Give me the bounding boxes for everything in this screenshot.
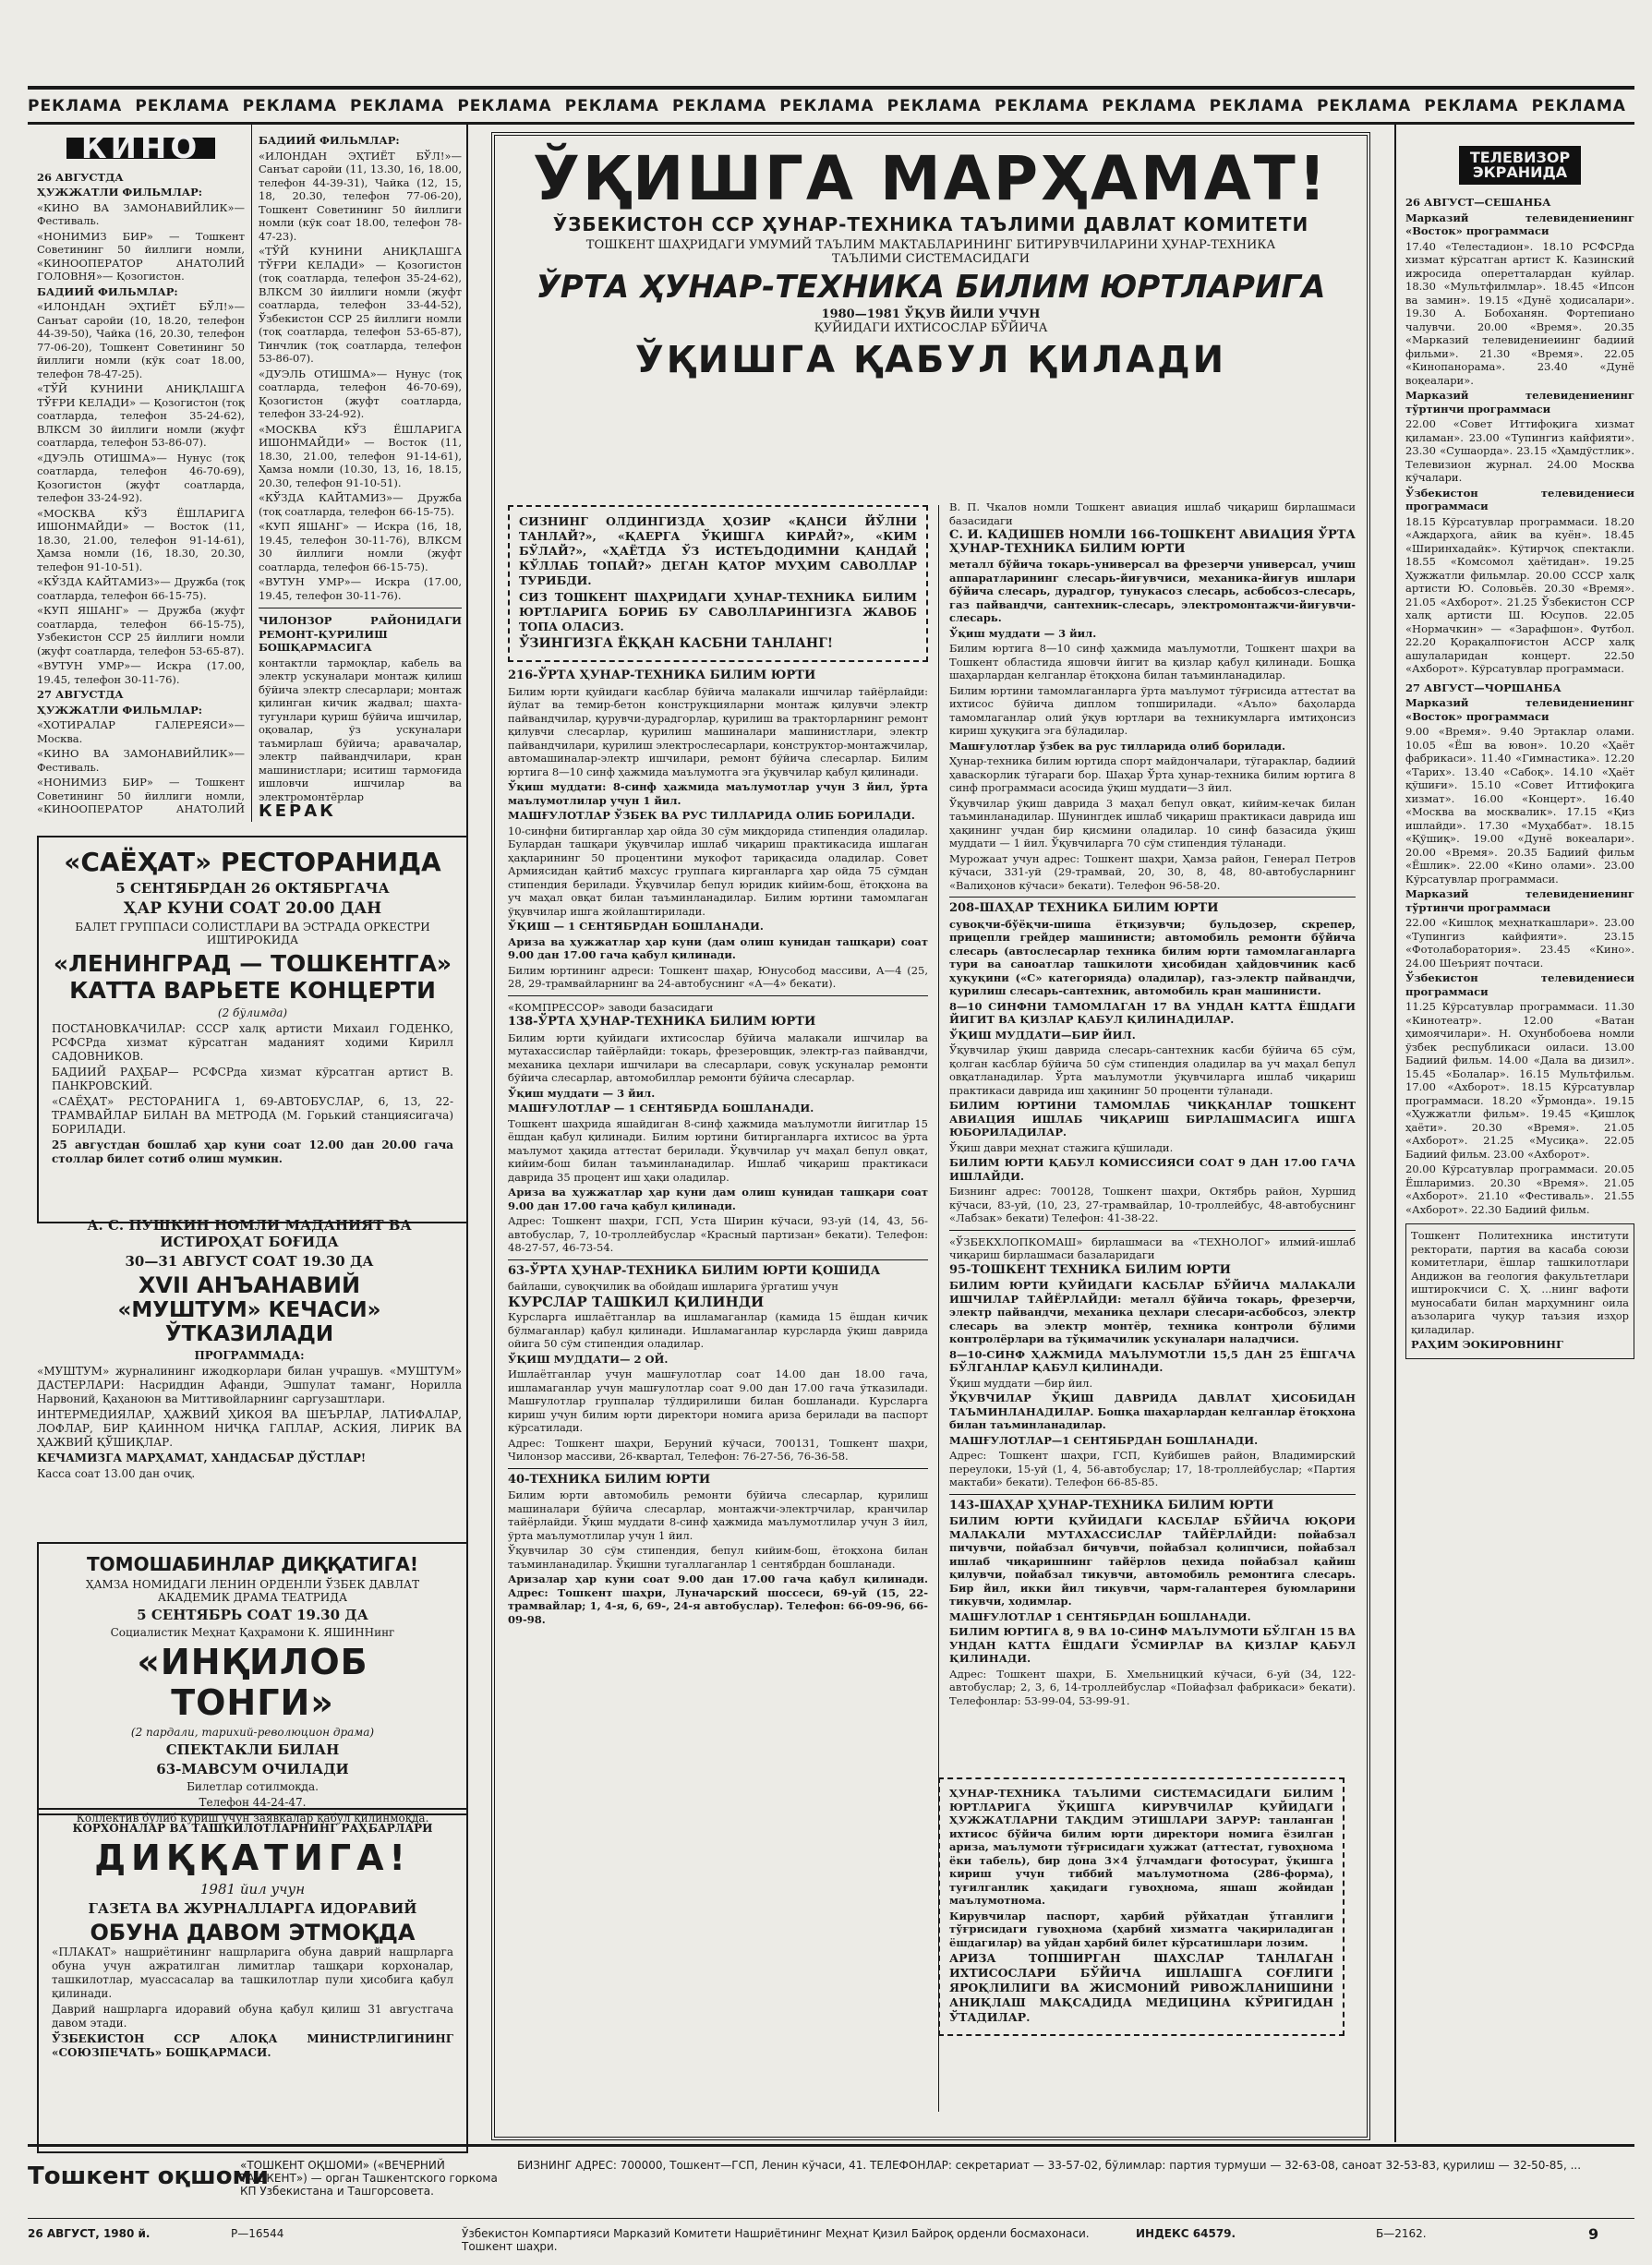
school-body: байлаши, сувоқчилик ва обойдаш ишларига ўргатиш учун	[508, 1280, 838, 1293]
school-body: Бизнинг адрес: 700128, Тошкент шаҳри, Октябрь район, Хуршид кўчаси, 83-уй, (10, 23, 27-трамвайлар, 10-троллейбус, 48-автобуснинг «Лабзак» бекати) Телефон: 41-38-22.	[949, 1185, 1356, 1224]
school-body: Ҳунар-техника билим юртида спорт майдончалари, тўгараклар, бадиий ҳаваскорлик тўгараги бор. Шаҳар Ўрта ҳунар-техника билим юртига 8 синф программаси асосида ўқиш муддати—3 йил.	[949, 754, 1356, 794]
pushkin-line: ПРОГРАММАДА:	[194, 1349, 305, 1362]
school-body: ЎҚИШ МУДДАТИ— 2 ОЙ.	[508, 1352, 669, 1366]
pushkin-title: «МУШТУМ» КЕЧАСИ» ЎТКАЗИЛАДИ	[117, 1298, 381, 1346]
tomosha-line: ҲАМЗА НОМИДАГИ ЛЕНИН ОРДЕНЛИ ЎЗБЕК ДАВЛАТ АКАДЕМИК ДРАМА ТЕАТРИДА	[85, 1578, 420, 1604]
school-body: Адрес: Тошкент шаҳри, Беруний кўчаси, 700131, Тошкент шаҳри, Чилонзор массиви, 26-квартал, Телефон: 76-27-56, 76-36-58.	[508, 1436, 928, 1463]
pushkin-line: 30—31 АВГУСТ СОАТ 19.30 ДА	[125, 1253, 374, 1270]
kerak-heading: КЕРАК	[259, 801, 336, 817]
tv-logo-line: ТЕЛЕВИЗОР	[1469, 149, 1571, 166]
school-body: Адрес: Тошкент шаҳри, Б. Хмельницкий кўчаси, 6-уй (34, 122-автобуслар; 2, 3, 6, 14-троллейбуслар «Пойафзал фабрикаси» бекати). Телефонлар: 53-99-04, 53-99-91.	[949, 1667, 1356, 1707]
sayohat-credits: ПОСТАНОВКАЧИЛАР: СССР халқ артисти Михаил ГОДЕНКО, РСФСРда хизмат кўрсатган маданият ходими Кирилл САДОВНИКОВ.	[52, 1022, 453, 1063]
kino-listing: «МОСКВА КЎЗ ЁШЛАРИГА ИШОНМАЙДИ» — Восток (11, 18.30, 21.00, телефон 91-14-61), Ҳамза номли (10.30, 13, 16, 18.15, 20.30, телефон 91-10-51).	[259, 422, 462, 489]
reklama-label: РЕКЛАМА	[1531, 97, 1626, 115]
school-big: КУРСЛАР ТАШКИЛ ҚИЛИНДИ	[508, 1293, 765, 1310]
school-body: Билим юрти қуйидаги ихтисослар бўйича малакали ишчилар ва мутахассислар тайёрлайди: токарь, фрезеровщик, электр-газ пайвандчи, механика цехлари ишчилари ва слесарлари, совуқ ускуналар ремонти бўйича слесарлар, автомобиллар ремонти бўйича слесарлар.	[508, 1030, 928, 1084]
footer-code: Б—2162.	[1376, 2227, 1427, 2240]
school-body: Тошкент шаҳрида яшайдиган 8-синф ҳажмида маълумотли йигитлар 15 ёшдан қабул қилинади. Билим юртини битирганларга ихтисос ва ўрта маълумот ҳақида аттестат берилади. Ўқувчилар уч маҳал бепул овқат, кийим-бош билан таъминланадилар. Ишлаб чиқариш практикаси даврида 35 процент иш ҳақи оладилар.	[508, 1116, 928, 1184]
footer-index: ИНДЕКС 64579.	[1136, 2227, 1236, 2240]
footer-code: Р—16544	[231, 2227, 284, 2240]
tomosha-show-title: «ИНҚИЛОБ ТОНГИ»	[137, 1642, 368, 1723]
center-intro: СИЗ ТОШКЕНТ ШАҲРИДАГИ ҲУНАР-ТЕХНИКА БИЛИМ ЮРТЛАРИГА БОРИБ БУ САВОЛЛАРИНГИЗГА ЖАВОБ ТОПА ОЛАСИЗ.	[519, 590, 917, 633]
tv-program-heading: Марказий телевидениенинг «Восток» программаси	[1405, 696, 1634, 723]
kino-listing: «ДУЭЛЬ ОТИШМА»— Нунус (тоқ соатларда, телефон 46-70-69), Қозогистон (жуфт соатларда, телефон 33-24-92).	[259, 367, 462, 420]
obituary-box	[1405, 1223, 1634, 1359]
school-title: 63-ЎРТА ҲУНАР-ТЕХНИКА БИЛИМ ЮРТИ ҚОШИДА	[508, 1263, 881, 1278]
school-body: 10-синфни битирганлар ҳар ойда 30 сўм миқдорида стипендия оладилар. Булардан ташқари ўқувчилар ишлаб чиқариш практикасида ишлаган ҳақларининг 50 процентини мукофот тариқасида оладилар. Совет Армиясидан қайтиб махсус группага кирганларга ҳар ойда 75 сўмдан стипендия берилади. Ўқувчилар бепул юридик кийим-бош, ётоқхона ва уч маҳал овқат билан таъминланадилар. Билим юртини тамомлаган ўқувчилар ишга жойлаштирилади.	[508, 824, 928, 918]
kino-listing: «ТЎЙ КУНИНИ АНИҚЛАШГА ТЎҒРИ КЕЛАДИ» — Қозогистон (тоқ соатларда, телефон 35-24-62), ВЛКСМ 30 йиллиги номли (жуфт соатларда, телефон 53-86-07).	[37, 382, 245, 449]
sayohat-credits: 25 августдан бошлаб ҳар куни соат 12.00 дан 20.00 гача столлар билет сотиб олиш мумкин.	[52, 1139, 453, 1165]
footer-printer: Ўзбекистон Компартияси Марказий Комитети Нашриётининг Меҳнат Қизил Байроқ орденли босмахонаси. Тошкент шаҳри.	[462, 2227, 1090, 2253]
kino-listing: «ТЎЙ КУНИНИ АНИҚЛАШГА ТЎҒРИ КЕЛАДИ» — Қозогистон (тоқ соатларда, телефон 35-24-62), ВЛКСМ 30 йиллиги номли (жуфт соатларда, телефон 33-44-52), Ўзбекистон ССР 25 йиллиги номли (тоқ соатларда, телефон 53-65-87), Тинчлик (тоқ соатларда, телефон 53-86-07).	[259, 245, 462, 365]
diqqat-line: ГАЗЕТА ВА ЖУРНАЛЛАРГА ИДОРАВИЙ	[88, 1900, 417, 1917]
school-body: МАШҒУЛОТЛАР—1 СЕНТЯБРДАН БОШЛАНАДИ.	[949, 1433, 1259, 1447]
center-intro-box	[508, 505, 928, 662]
school-body: Ўқиш муддати —бир йил.	[949, 1376, 1093, 1390]
kino-listing: «ИЛОНДАН ЭҲТИЁТ БЎЛ!»—Санъат саройи (10, 18.20, телефон 44-39-50), Чайка (16, 20.30, телефон 77-06-20), Тошкент Советининг 50 йиллиги номли (кўк соат 18.00, телефон 78-47-25).	[37, 300, 245, 380]
school-title: 208-ШАҲАР ТЕХНИКА БИЛИМ ЮРТИ	[949, 901, 1219, 915]
school-body: Билим юртини тамомлаганларга ўрта маълумот тўғрисида аттестат ва ихтисос бўйича диплом топширилади. «Аъло» баҳоларда тамомлаганлар олий ўқув юртлари ва техникумларга имтиҳонсиз кириш ҳуқуқига эга бўладилар.	[949, 683, 1356, 737]
col-divider-2	[1394, 125, 1396, 2142]
reklama-label: РЕКЛАМА	[1424, 97, 1519, 115]
footer-logo: Тошкент оқшоми	[28, 2163, 270, 2190]
kino-logo: КИНО	[66, 138, 216, 159]
kino-date-1: 26 АВГУСТДА	[37, 170, 124, 184]
footer-inner-rule	[28, 2218, 1634, 2219]
reklama-label: РЕКЛАМА	[242, 97, 337, 115]
footer-masthead: «ТОШКЕНТ ОҚШОМИ» («ВЕЧЕРНИЙ ТАШКЕНТ») — орган Ташкентского горкома КП Узбекистана и Ташгорсовета.	[240, 2159, 498, 2198]
center-right-col	[949, 500, 1356, 1709]
school-title: 138-ЎРТА ҲУНАР-ТЕХНИКА БИЛИМ ЮРТИ	[508, 1015, 816, 1029]
tv-logo	[1459, 146, 1581, 185]
tomosha-line: (2 пардали, тарихий-революцион драма)	[130, 1726, 375, 1739]
reklama-label: РЕКЛАМА	[671, 97, 767, 115]
tomosha-ad	[37, 1542, 468, 1825]
obituary-title: РАҲИМ ЭОКИРОВНИНГ	[1411, 1338, 1563, 1351]
tv-program-heading: Марказий телевидениенинг «Восток» программаси	[1405, 211, 1634, 237]
school-body: БИЛИМ ЮРТИГА 8, 9 ВА 10-СИНФ МАЪЛУМОТИ БЎЛГАН 15 ВА УНДАН КАТТА ЁШДАГИ ЎСМИРЛАР ВА ҚИЗЛАР ҚАБУЛ ҚИЛИНАДИ.	[949, 1625, 1356, 1665]
sayohat-line: (2 бўлимда)	[217, 1006, 288, 1019]
tv-day: 27 АВГУСТ—ЧОРШАНБА	[1405, 681, 1562, 694]
school-body: Билим юртининг адреси: Тошкент шаҳар, Юнусобод массиви, А—4 (25, 28, 29-трамвайларнинг ва 24-автобуснинг «А—4» бекати).	[508, 963, 928, 990]
school-title: 95-ТОШКЕНТ ТЕХНИКА БИЛИМ ЮРТИ	[949, 1262, 1231, 1277]
school-body: БИЛИМ ЮРТИ ҚУЙИДАГИ КАСБЛАР БЎЙИЧА ЮҚОРИ МАЛАКАЛИ МУТАХАССИСЛАР ТАЙЁРЛАЙДИ: пойабзал пичувчи, пойабзал бичувчи, пойабзал қолипчиси, пойабзал ишлаб чиқаришнинг тайёрлов цехида пойабзал қайиш қилувчи, пойабзал тикувчи, автомобиль ремонтига слесарь. Бир йил, икки йил тикувчи, чарм-галантерея буюмларини тикувчи, ходимлар.	[949, 1514, 1356, 1608]
diqqat-body: Даврий нашрларга идоравий обуна қабул қилиш 31 августгача давом этади.	[52, 2003, 453, 2030]
footer-rule	[28, 2144, 1634, 2147]
sayohat-credits: «САЁҲАТ» РЕСТОРАНИГА 1, 69-АВТОБУСЛАР, 6, 13, 22-ТРАМВАЙЛАР БИЛАН ВА МЕТРОДА (М. Горький станциясигача) БОРИЛАДИ.	[52, 1095, 453, 1136]
top-rule	[28, 86, 1634, 90]
school-body: сувоқчи-бўёқчи-шиша ётқизувчи; бульдозер, скрепер, прицепли грейдер машинисти; автомобиль ремонти бўйича слесарь (автослесарлар техника билим юрти тамомлаганларга тури ва саноатлар ташкилоти ҳисобидан ҳайдовчиник касб ҳуқуқини («C» категорияда) оладилар), газ-электр пайвандчи, қурилиш слесарь-сантехник, автомобиль кран машинисти.	[949, 917, 1356, 997]
school-title: С. И. КАДИШЕВ НОМЛИ 166-ТОШКЕНТ АВИАЦИЯ ЎРТА ҲУНАР-ТЕХНИКА БИЛИМ ЮРТИ	[949, 528, 1356, 556]
reklama-band	[28, 92, 1634, 120]
school-body: БИЛИМ ЮРТИНИ ТАМОМЛАБ ЧИҚҚАНЛАР ТОШКЕНТ АВИАЦИЯ ИШЛАБ ЧИҚАРИШ БИРЛАШМАСИГА ИШГА ЮБОРИЛАДИЛАР.	[949, 1099, 1356, 1139]
sayohat-credits: БАДИИЙ РАҲБАР— РСФСРда хизмат кўрсатган артист В. ПАНКРОВСКИЙ.	[52, 1066, 453, 1092]
kerak-body: контактли тармоқлар, кабель ва электр ускуналари монтаж қилиш бўйича электр слесарлари; монтаж қилинган кичик жадвал; шахта-тугунлари қуриш бўйича ишчилар, оқовалар, ўз ускуналари таъмирлаш бўйича; аравачалар, электр пайвандчилари, кран машинистлари; иситиш тармоғида ишловчи ишчилар ва электромонтёрлар	[259, 656, 462, 803]
school-body: Ариза ва ҳужжатлар ҳар куни дам олиш кунидан ташқари соат 9.00 дан 17.00 гача қабул қилинади.	[508, 1186, 928, 1212]
center-intro: СИЗНИНГ ОЛДИНГИЗДА ҲОЗИР «ҚАНСИ ЙЎЛНИ ТАНЛАЙ?», «ҚАЕРГА ЎҚИШГА КИРАЙ?», «КИМ БЎЛАЙ?», «ҲАЁТДА ЎЗ ИСТЕЪДОДИМНИ ҚАНДАЙ КЎЛЛАБ ТОПАЙ?» ДЕГАН ҚАТОР МУҲИМ САВОЛЛАР ТУРИБДИ.	[519, 514, 917, 587]
docs-body: Кирувчилар паспорт, ҳарбий рўйхатдан ўтганлиги тўғрисидаги гувоҳнома (ҳарбий хизматга чақириладиган ёшдагилар) ва уйдан ҳарбий билет кўрсатишлари лозим.	[949, 1909, 1333, 1949]
diqqat-ad	[37, 1808, 468, 2153]
diqqat-headline: ОБУНА ДАВОМ ЭТМОҚДА	[90, 1920, 416, 1946]
sayohat-title: «САЁҲАТ» РЕСТОРАНИДА	[64, 847, 441, 877]
school-body: Адрес: Тошкент шаҳри, ГСП, Уста Ширин кўчаси, 93-уй (14, 43, 56-автобуслар, 7, 10-троллейбуслар «Красный партизан» бекати). Телефон: 48-27-57, 46-73-54.	[508, 1214, 928, 1254]
diqqat-line: 1981 йил учун	[199, 1881, 306, 1898]
diqqat-body: ЎЗБЕКИСТОН ССР АЛОҚА МИНИСТРЛИГИНИНГ «СОЮЗПЕЧАТЬ» БОШҚАРМАСИ.	[52, 2032, 453, 2059]
center-sub4: 1980—1981 ЎҚУВ ЙИЛИ УЧУН	[821, 307, 1041, 321]
center-sub2: ТОШКЕНТ ШАҲРИДАГИ УМУМИЙ ТАЪЛИМ МАКТАБЛАРИНИНГ БИТИРУВЧИЛАРИНИ ҲУНАР-ТЕХНИКА ТАЪЛИМИ СИСТЕМАСИДАГИ	[585, 238, 1276, 266]
reklama-label: РЕКЛАМА	[994, 97, 1090, 115]
sayohat-line: БАЛЕТ ГРУППАСИ СОЛИСТЛАРИ ВА ЭСТРАДА ОРКЕСТРИ ИШТИРОКИДА	[75, 921, 430, 946]
school-title: 216-ЎРТА ҲУНАР-ТЕХНИКА БИЛИМ ЮРТИ	[508, 669, 816, 682]
reklama-label: РЕКЛАМА	[886, 97, 982, 115]
reklama-label: РЕКЛАМА	[1209, 97, 1304, 115]
footer-address: БИЗНИНГ АДРЕС: 700000, Тошкент—ГСП, Ленин кўчаси, 41. ТЕЛЕФОНЛАР: секретариат — 33-57-02, бўлимлар: партия турмуши — 32-63-08, саноат 32-53-83, қурилиш — 32-50-85, ...	[517, 2159, 1582, 2172]
sayohat-ad	[37, 836, 468, 1223]
school-body: МАШҒУЛОТЛАР — 1 СЕНТЯБРДА БОШЛАНАДИ.	[508, 1102, 814, 1114]
pushkin-body: «МУШТУМ» журналининг ижодкорлари билан учрашув. «МУШТУМ» ДАСТЕРЛАРИ: Насриддин Афанди, Эшпулат таманг, Норилла Нарвоний, Қаҳаноюн ва Миттивойларнинг саргузаштлари.	[37, 1365, 462, 1405]
diqqat-body: «ПЛАКАТ» нашриётининг нашрларига обуна даврий нашрларга обуна учун ажратилган лимитлар ташқари корхоналар, ташкилотлар, муассасалар ва ташкилотлар пули ҳисобига қабул қилинади.	[52, 1946, 453, 2000]
diqqat-title: ДИҚҚАТИГА!	[94, 1837, 411, 1878]
school-body: МАШҒУЛОТЛАР 1 СЕНТЯБРДАН БОШЛАНАДИ.	[949, 1609, 1251, 1623]
kino-divider	[251, 125, 252, 822]
pushkin-body: ИНТЕРМЕДИЯЛАР, ҲАЖВИЙ ҲИКОЯ ВА ШЕЪРЛАР, ЛАТИФАЛАР, ЛОФЛАР, БИР ҚАИННОМ НИЧҚА ГАПЛАР, АСКИЯ, ЛИРИК ВА ҲАЖВИЙ ҚЎШИҚЛАР.	[37, 1408, 462, 1449]
tomosha-line: 5 СЕНТЯБРЬ СОАТ 19.30 ДА	[137, 1607, 368, 1623]
center-left-col	[508, 505, 928, 1628]
school-body: Билим юрти қуйидаги касблар бўйича малакали ишчилар тайёрлайди: йўлат ва темир-бетон конструкцияларни монтаж қилувчи электр пайвандчилар, қурувчи-дурадгорлар, қурилиш ва тракторларнинг ремонт қилувчи слесарлар, қурилиш машиналари машинистлари, электр пайвандчилари, қурилиш электрослесарлари, конструктор-монтажчилар, автомашиналар-электр ишчилари, ремонт бўйича слесарлар. Билим юртига 8—10 синф ҳажмида маълумотга эга ўқувчилар қабул қилинади.	[508, 684, 928, 778]
tv-program: 22.00 «Совет Иттифоқига хизмат қиламан». 23.00 «Тупингиз кайфияти». 23.30 «Сушаорда». 23.15 «Ҳамдўстлик». Телевизион журнал. 24.00 Москва кўчалари.	[1405, 417, 1634, 484]
center-sub3: ЎРТА ҲУНАР-ТЕХНИКА БИЛИМ ЮРТЛАРИГА	[536, 269, 1326, 306]
school-body: Мурожаат учун адрес: Тошкент шаҳри, Ҳамза район, Генерал Петров кўчаси, 331-уй (29-трамвай, 20, 30, 8, 48, 80-автобусларнинг «Валиҳонов кўчаси» бекати). Телефон 96-58-20.	[949, 851, 1356, 892]
kino-listing: «КЎЗДА КАЙТАМИЗ»— Дружба (тоқ соатларда, телефон 66-15-75).	[37, 575, 245, 602]
school-pre: В. П. Чкалов номли Тошкент авиация ишлаб чиқариш бирлашмаси базасидаги	[949, 500, 1356, 527]
school-body: БИЛИМ ЮРТИ ҚУЙИДАГИ КАСБЛАР БЎЙИЧА МАЛАКАЛИ ИШЧИЛАР ТАЙЁРЛАЙДИ: металл бўйича токарь, фрезерчи, электр пайвандчи, механика цехлари слесари-асбобсоз, электр слесарь ва электр монтёр, техника контроли бўлими контролёрлари ва тўқимачилик ускуналари наладчиси.	[949, 1279, 1356, 1345]
tomosha-line: 63-МАВСУМ ОЧИЛАДИ	[156, 1761, 349, 1777]
kino-listing: «ВУТУН УМР»— Искра (17.00, 19.45, телефон 30-11-76).	[259, 575, 462, 602]
kino-listing: «НОНИМИЗ БИР» — Тошкент Советининг 50 йиллиги номли, «КИНООПЕРАТОР АНАТОЛИЙ ГОЛОВНЯ»— Қозогистон.	[37, 229, 245, 283]
tv-column	[1405, 139, 1634, 2138]
kino-heading: БАДИИЙ ФИЛЬМЛАР:	[37, 284, 178, 298]
tv-program: 22.00 «Кишлоқ меҳнаткашлари». 23.00 «Тупингиз кайфияти». 23.15 «Фотолаборатория». 23.45 «Кино». 24.00 Шеърият почтаси.	[1405, 916, 1634, 970]
center-docs-box	[938, 1777, 1345, 2036]
school-title: 40-ТЕХНИКА БИЛИМ ЮРТИ	[508, 1472, 711, 1487]
tv-program-heading: Марказий телевидениенинг тўртинчи программаси	[1405, 887, 1634, 914]
obituary-body: Тошкент Политехника институти ректорати, партия ва касаба союзи комитетлари, ёшлар ташкилотлари Андижон ва геология факультетлари иштирокчиси С. Ҳ. ...нинг вафоти муносабати билан марҳумнинг оила аъзоларига чуқур таъзия изҳор қиладилар.	[1411, 1229, 1629, 1336]
tv-program: 11.25 Кўрсатувлар программаси. 11.30 «Кинотеатр». 12.00 «Ватан ҳимоячилари». Н. Охунбобоева номли ўзбек республикаси оиласи. 13.00 Бадиий фильм. 14.00 «Дала ва дизил». 15.45 «Болалар». 16.15 Мультфильм. 17.00 «Ахборот». 18.15 Кўрсатувлар программаси. 18.20 «Ўрмонда». 19.15 «Ҳужжатли фильм». 19.45 «Қишлоқ ҳаёти». 20.30 «Время». 21.05 «Ахборот». 21.25 «Мусиқа». 22.05 Бадиий фильм. 23.00 «Ахборот».	[1405, 1000, 1634, 1161]
tv-program: 20.00 Кўрсатувлар программаси. 20.05 Ёшларимиз. 20.30 «Время». 21.05 «Ахборот». 21.10 «Фестиваль». 21.55 «Ахборот». 22.30 Бадиий фильм.	[1405, 1163, 1634, 1216]
page-number: 9	[1588, 2225, 1599, 2243]
tomosha-line: Билетлар сотилмоқда.	[187, 1780, 319, 1793]
pushkin-line: А. С. ПУШКИН НОМЛИ МАДАНИЯТ ВА ИСТИРОҲАТ БОҒИДА	[87, 1217, 412, 1250]
kino-listing: «КУП ЯШАНГ» — Искра (16, 18, 19.45, телефон 30-11-76), ВЛКСМ 30 йиллиги номли (жуфт соатларда, телефон 66-15-75).	[259, 520, 462, 573]
kino-date-2: 27 АВГУСТДА	[37, 688, 124, 701]
school-pre: «ЎЗБЕКХЛОПКОМАШ» бирлашмаси ва «ТЕХНОЛОГ» илмий-ишлаб чиқариш бирлашмаси базаларидаги	[949, 1235, 1356, 1261]
reklama-label: РЕКЛАМА	[564, 97, 659, 115]
school-body: БИЛИМ ЮРТИ ҚАБУЛ КОМИССИЯСИ СОАТ 9 ДАН 17.00 ГАЧА ИШЛАЙДИ.	[949, 1156, 1356, 1183]
school-body: металл бўйича токарь-универсал ва фрезерчи универсал, учиш аппаратларининг слесарь-йиғувчиси, механика-йиғув ишлари бўйича слесарь, дурадгор, тунукасоз слесарь, асбобсоз-слесарь, газ пайвандчи, сантехник-слесарь, электромонтажчи-йиғувчи-слесарь.	[949, 558, 1356, 624]
tomosha-title: ТОМОШАБИНЛАР ДИҚҚАТИГА!	[87, 1553, 418, 1575]
kino-listing: «ХОТИРАЛАР ГАЛЕРЕЯСИ»— Москва.	[37, 718, 245, 745]
school-body: Ўқиш даври меҳнат стажига қўшилади.	[949, 1140, 1174, 1154]
center-ad	[491, 132, 1370, 2140]
tv-program-heading: Ўзбекистон телевидениеси программаси	[1405, 971, 1634, 998]
school-body: Ариза ва ҳужжатлар ҳар куни (дам олиш кунидан ташқари) соат 9.00 дан 17.00 гача қабул қилинади.	[508, 934, 928, 961]
sayohat-line: 5 СЕНТЯБРДАН 26 ОКТЯБРГАЧА	[115, 880, 390, 897]
school-body: ЎҚУВЧИЛАР ЎҚИШ ДАВРИДА ДАВЛАТ ҲИСОБИДАН ТАЪМИНЛАНАДИЛАР. Бошқа шаҳарлардан келганлар ётоқхона билан таъминланадилар.	[949, 1392, 1356, 1431]
pushkin-body: КЕЧАМИЗГА МАРҲАМАТ, ХАНДАСБАР ДЎСТЛАР!	[37, 1452, 367, 1464]
school-body: ЎҚИШ МУДДАТИ—БИР ЙИЛ.	[949, 1028, 1136, 1042]
kino-heading: ҲУЖЖАТЛИ ФИЛЬМЛАР:	[37, 186, 203, 199]
school-body: МАШҒУЛОТЛАР ЎЗБЕК ВА РУС ТИЛЛАРИДА ОЛИБ БОРИЛАДИ.	[508, 809, 915, 822]
kino-listing: «ИЛОНДАН ЭҲТИЁТ БЎЛ!»— Санъат саройи (11, 13.30, 16, 18.00, телефон 44-39-31), Чайка (12, 15, 18, 20.30, телефон 77-06-20), Тошкент Советининг 50 йиллиги номли (кўк соат 18.00, телефон 78-47-23).	[259, 149, 462, 243]
kino-listing: «КУП ЯШАНГ» — Дружба (жуфт соатларда, телефон 66-15-75), Узбекистон ССР 25 йиллиги номли (жуфт соатларда, телефон 53-65-87).	[37, 604, 245, 657]
reklama-label: РЕКЛАМА	[349, 97, 445, 115]
kino-column-a	[37, 134, 245, 817]
school-body: 8—10 СИНФНИ ТАМОМЛАГАН 17 ВА УНДАН КАТТА ЁШДАГИ ЙИГИТ ВА ҚИЗЛАР ҚАБУЛ ҚИЛИНАДИЛАР.	[949, 999, 1356, 1026]
school-body: Ўқувчилар 30 сўм стипендия, бепул кийим-бош, ётоқхона билан таъминланадилар. Ўқишни тугаллаганлар 1 сентябрдан бошланади.	[508, 1544, 928, 1571]
tomosha-line: Коллектив бўлиб кўриш учун заявкалар қабул қилинмоқда.	[76, 1812, 429, 1825]
school-body: Ишлаётганлар учун машғулотлар соат 14.00 дан 18.00 гача, ишламаганлар учун машғулотлар соат 9.00 дан 17.00 гача ўтказилади. Машғулотлар группалар тўлдирилиши билан бошланади. Курсларга кириш учун билим юрти директори номига ариза берилади ва паспорт кўрсатилади.	[508, 1367, 928, 1434]
pushkin-body: Касса соат 13.00 дан очиқ.	[37, 1467, 196, 1480]
kino-listing: «КЎЗДА КАЙТАМИЗ»— Дружба (тоқ соатларда, телефон 66-15-75).	[259, 491, 462, 518]
reklama-label: РЕКЛАМА	[135, 97, 230, 115]
reklama-label: РЕКЛАМА	[28, 97, 123, 115]
school-body: Билим юрти автомобиль ремонти бўйича слесарлар, қурилиш машиналари бўйича слесарлар, монтажчи-электрчилар, кранчилар тайёрлайди. Ўқиш муддати 8-синф ҳажмида маълумотлилар учун 3 йил, ўрта маълумотлилар учун 1 йил.	[508, 1488, 928, 1542]
school-body: Машғулотлар ўзбек ва рус тилларида олиб борилади.	[949, 739, 1285, 753]
center-sub1: ЎЗБЕКИСТОН ССР ҲУНАР-ТЕХНИКА ТАЪЛИМИ ДАВЛАТ КОМИТЕТИ	[552, 213, 1309, 235]
school-body: Курсларга ишлаётганлар ва ишламаганлар (камида 15 ёшдан кичик бўлмаганлар) қабул қилинади. Ишламаганлар курсларда ўқиш даврида ойига 50 сўм стипендия оладилар.	[508, 1310, 928, 1350]
school-title: 143-ШАҲАР ҲУНАР-ТЕХНИКА БИЛИМ ЮРТИ	[949, 1498, 1274, 1512]
docs-body: ҲУНАР-ТЕХНИКА ТАЪЛИМИ СИСТЕМАСИДАГИ БИЛИМ ЮРТЛАРИГА ЎҚИШГА КИРУВЧИЛАР ҚУЙИДАГИ ҲУЖЖАТЛАРНИ ТАҚДИМ ЭТИШЛАРИ ЗАРУР: танланган ихтисос бўйича билим юрти директори номига ёзилган ариза, маълумоти тўғрисидаги ҳужжат (аттестат, гувоҳнома ёки табель), бир дона 3×4 ўлчамдаги фотосурат, ўқишга кириш учун тиббий маълумотнома (286-форма), туғилганлик ҳақидаги гувоҳнома, яшаш жойидан маълумотнома.	[949, 1787, 1333, 1907]
reklama-label: РЕКЛАМА	[1102, 97, 1197, 115]
tv-program: 18.15 Кўрсатувлар программаси. 18.20 «Аждарҳога, айик ва куён». 18.45 «Ширинхадайк». Кўтирчоқ спектакли. 18.55 «Комсомол ҳаётидан». 19.25 Ҳужжатли фильмлар. 20.00 СССР халқ артисти Ю. Соловьёв. 20.30 «Время». 21.05 «Ахборот». 21.25 Ўзбекистон ССР халқ артисти Ш. Юсупов. 22.05 «Нормачкин» — «Зарафшон». Футбол. 22.20 Қорақалпоғистон АССР халқ ашулаларидан концерт. 22.50 «Ахборот». Кўрсатувлар программаси.	[1405, 514, 1634, 675]
reklama-label: РЕКЛАМА	[1316, 97, 1412, 115]
center-sub5: ҚУЙИДАГИ ИХТИСОСЛАР БЎЙИЧА	[814, 321, 1048, 335]
pushkin-line: XVII АНЪАНАВИЙ	[138, 1272, 361, 1298]
sayohat-show-sub: КАТТА ВАРЬЕТЕ КОНЦЕРТИ	[69, 977, 436, 1004]
tomosha-line: Телефон 44-24-47.	[199, 1796, 307, 1809]
center-title: ЎҚИШГА МАРҲАМАТ!	[533, 143, 1329, 214]
docs-body: АРИЗА ТОПШИРГАН ШАХСЛАР ТАНЛАГАН ИХТИСОСЛАРИ БЎЙИЧА ИШЛАШГА СОҒЛИГИ ЯРОҚЛИЛИГИ ВА ЖИСМОНИЙ РИВОЖЛАНИШИНИ АНИҚЛАШ МАҚСАДИДА МЕДИЦИНА КЎРИГИДАН ЎТАДИЛАР.	[949, 1951, 1333, 2024]
footer-date: 26 АВГУСТ, 1980 й.	[28, 2227, 151, 2240]
tv-program-heading: Марказий телевидениенинг тўртинчи программаси	[1405, 389, 1634, 416]
school-body: Аризалар ҳар куни соат 9.00 дан 17.00 гача қабул қилинади. Адрес: Тошкент шаҳри, Луначарский шоссеси, 69-уй (15, 22-трамвайлар; 1, 4-я, 6, 69-, 24-я автобуслар). Телефон: 66-09-96, 66-09-98.	[508, 1572, 928, 1626]
tv-day: 26 АВГУСТ—СЕШАНБА	[1405, 196, 1551, 209]
school-body: ЎҚИШ — 1 СЕНТЯБРДАН БОШЛАНАДИ.	[508, 920, 764, 933]
sayohat-line: ҲАР КУНИ СОАТ 20.00 ДАН	[123, 899, 382, 918]
school-body: Ўқиш муддати — 3 йил.	[508, 1086, 656, 1100]
band-rule	[28, 122, 1634, 125]
reklama-label: РЕКЛАМА	[457, 97, 552, 115]
kerak-intro: ЧИЛОНЗОР РАЙОНИДАГИ РЕМОНТ-ҚУРИЛИШ БОШҚАРМАСИГА	[259, 614, 462, 654]
kino-listing: «ДУЭЛЬ ОТИШМА»— Нунус (тоқ соатларда, телефон 46-70-69), Қозогистон (жуфт соатларда, телефон 33-24-92).	[37, 451, 245, 504]
kino-listing: «КИНО ВА ЗАМОНАВИЙЛИК»— Фестиваль.	[37, 747, 245, 774]
school-pre: «КОМПРЕССОР» заводи базасидаги	[508, 1000, 714, 1014]
kino-column-b	[259, 134, 462, 817]
school-body: Ўқувчилар ўқиш даврида слесарь-сантехник касби бўйича 65 сўм, қолган касблар бўйича 50 сўм стипендия оладилар ва уч маҳал бепул овқатланадилар. Ўрта маълумотли ўқувчиларга ишлаб чиқариш практикаси даврида иш ҳақининг 50 проценти тўланади.	[949, 1043, 1356, 1097]
footer	[28, 2151, 1634, 2253]
diqqat-line: КОРХОНАЛАР ВА ТАШКИЛОТЛАРНИНГ РАҲБАРЛАРИ	[72, 1822, 433, 1835]
center-intro: ЎЗИНГИЗГА ЁҚҚАН КАСБНИ ТАНЛАНГ!	[519, 636, 833, 651]
kino-listing: «КИНО ВА ЗАМОНАВИЙЛИК»— Фестиваль.	[37, 200, 245, 227]
tv-logo-line: ЭКРАНИДА	[1472, 163, 1568, 181]
tomosha-line: СПЕКТАКЛИ БИЛАН	[165, 1741, 340, 1758]
school-body: Ўқиш муддати — 3 йил.	[949, 626, 1097, 640]
tomosha-line: Социалистик Меҳнат Қаҳрамони К. ЯШИННинг	[110, 1626, 395, 1639]
kino-heading: БАДИИЙ ФИЛЬМЛАР:	[259, 134, 400, 147]
kino-listing: «МОСКВА КЎЗ ЁШЛАРИГА ИШОНМАЙДИ» — Восток (11, 18.30, 21.00, телефон 91-14-61), Ҳамза номли (16, 18.30, 20.30, телефон 91-10-51).	[37, 506, 245, 573]
school-body: Адрес: Тошкент шаҳри, ГСП, Куйбишев район, Владимирский переулоки, 15-уй (1, 4, 56-автобуслар; 17, 18-троллейбуслар; «Партия мактаби» бекати). Телефон 66-85-85.	[949, 1449, 1356, 1488]
kino-listing: «НОНИМИЗ БИР» — Тошкент Советининг 50 йиллиги номли, «КИНООПЕРАТОР АНАТОЛИЙ	[37, 776, 245, 815]
school-body: Ўқиш муддати: 8-синф ҳажмида маълумотлар учун 3 йил, ўрта маълумотлилар учун 1 йил.	[508, 780, 928, 807]
tv-program-heading: Ўзбекистон телевидениеси программаси	[1405, 486, 1634, 512]
center-sub6: ЎҚИШГА ҚАБУЛ ҚИЛАДИ	[634, 339, 1227, 381]
tv-program: 9.00 «Время». 9.40 Эртаклар олами. 10.05 «Ёш ва ювон». 10.20 «Ҳаёт фабрикаси». 11.40 «Гимнастика». 12.20 «Тарих». 13.40 «Сабоқ». 14.10 «Ҳаёт қўшиғи». 15.10 «Совет Иттифоқига хизмат». 16.00 «Концерт». 16.40 «Москва ва москвалик». 17.15 «Қиз ишлайди». 17.30 «Муҳаббат». 18.15 «Қўшиқ». 19.00 «Дунё вокеалари». 20.00 «Время». 20.35 Бадиий фильм «Ёшлик». 22.00 «Кино олами». 23.00 Кўрсатувлар программаси.	[1405, 725, 1634, 886]
school-body: Билим юртига 8—10 синф ҳажмида маълумотли, Тошкент шаҳри ва Тошкент областида яшовчи йигит ва қизлар қабул қилинади. Бошқа шаҳарлардан келганлар ётоқхона билан таъминланадилар.	[949, 642, 1356, 681]
kino-listing: «ВУТУН УМР»— Искра (17.00, 19.45, телефон 30-11-76).	[37, 659, 245, 686]
school-body: Ўқувчилар ўқиш даврида 3 маҳал бепул овқат, кийим-кечак билан таъминланадилар. Шунингдек ишлаб чиқариш практикаси даврида иш ҳақининг учдан бир қисмини оладилар. 10 синф базасида ўқиш муддати — 1 йил. Ўқувчиларга 70 сўм стипендия тўланади.	[949, 796, 1356, 849]
sayohat-show-title: «ЛЕНИНГРАД — ТОШКЕНТГА»	[53, 950, 452, 977]
school-body: 8—10-СИНФ ҲАЖМИДА МАЪЛУМОТЛИ 15,5 ДАН 25 ЁШГАЧА БЎЛГАНЛАР ҚАБУЛ ҚИЛИНАДИ.	[949, 1347, 1356, 1374]
tv-program: 17.40 «Телестадион». 18.10 РСФСРда хизмат кўрсатган артист К. Казинский ижросида оперетталардан куйлар. 18.30 «Мультфилмлар». 18.45 «Ипсон ва замин». 19.15 «Дунё ҳодисалари». 19.30 А. Бобоханян. Фортепиано чалувчи. 20.00 «Время». 20.35 «Марказий телевидениеиинг бадиий фильми». 21.30 «Время». 22.05 «Кинопанорама». 23.40 «Дунё воқеалари».	[1405, 239, 1634, 387]
kino-heading: ҲУЖЖАТЛИ ФИЛЬМЛАР:	[37, 703, 203, 717]
reklama-label: РЕКЛАМА	[779, 97, 874, 115]
